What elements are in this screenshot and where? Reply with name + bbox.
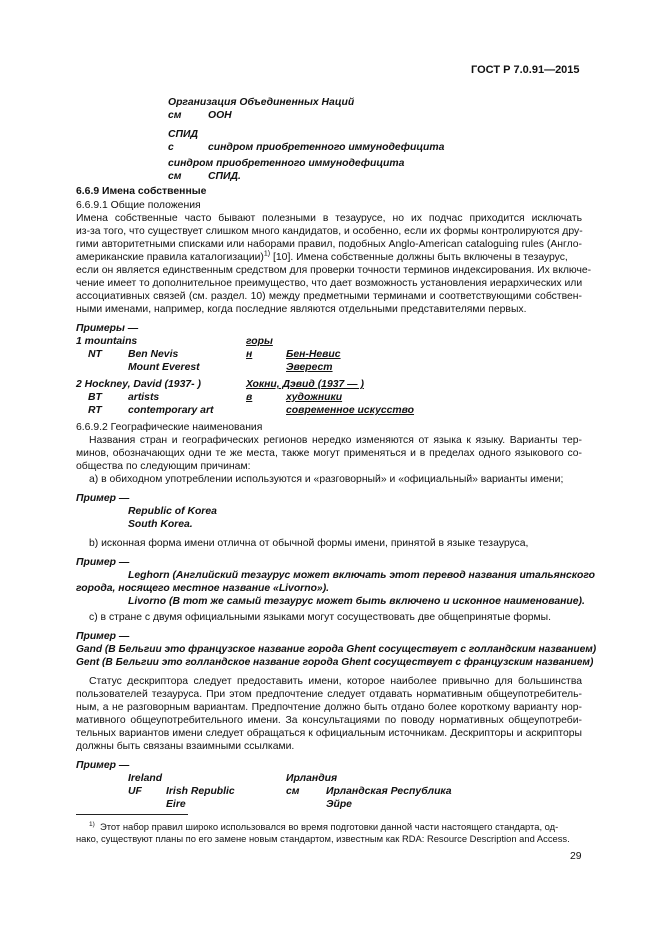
paragraph-line: тельных вариантов имени следует обращаться к официальным источникам. Дескрипторы и аскрипторы xyxy=(76,728,582,739)
paragraph-fragment: [10]. Имена собственные должны быть включены в тезаурус, xyxy=(270,252,568,263)
section-heading: 6.6.9 Имена собственные xyxy=(76,186,207,197)
example-target-ru: Эверест xyxy=(286,362,333,373)
example-target: ООН xyxy=(208,110,232,121)
paragraph-line: пользователей тезауруса. При этом предпочтение следует отдавать нормативным общеупотребитель- xyxy=(76,689,582,700)
example-term-ru: Ирландия xyxy=(286,773,338,784)
paragraph-line: ным, а не разговорным вариантам. Предпочтение должно быть отдано более короткому варианту нор- xyxy=(76,702,582,713)
example-target-ru: современное искусство xyxy=(286,405,415,416)
footnote-mark: 1) xyxy=(89,820,95,828)
example-target: Mount Everest xyxy=(128,362,200,373)
list-item-a: а) в обиходном употреблении используются и «разговорный» и «официальный» варианты имени; xyxy=(89,474,564,485)
example-target: Irish Republic xyxy=(166,786,235,797)
subsection-heading: 6.6.9.2 Географические наименования xyxy=(76,422,263,433)
list-item-c: с) в стране с двумя официальными языками могут сосуществовать две общепринятые формы. xyxy=(89,612,552,623)
paragraph-line: если он является единственным средством для проверки точности терминов индексирования. Их включе- xyxy=(76,265,592,276)
example-line: города, носящего местное название «Livorno»). xyxy=(76,583,330,594)
footnote-text: Этот набор правил широко использовался во время подготовки данной части настоящего стандарта, од- xyxy=(100,821,559,832)
example-term: СПИД xyxy=(168,129,198,140)
example-term-ru: Хокни, Дэвид (1937 — ) xyxy=(246,379,364,390)
paragraph-line: чение имеет то дополнительное преимущество, что дает возможность установления иерархических или xyxy=(76,278,583,289)
example-title: Пример — xyxy=(76,493,130,504)
list-item-b: b) исконная форма имени отлична от обычной формы имени, принятой в языке тезауруса, xyxy=(89,538,529,549)
paragraph-line: ными именами, например, когда последние являются отдельными представителями первых. xyxy=(76,304,527,315)
paragraph-line: должны быть связаны взаимными ссылками. xyxy=(76,741,295,752)
example-relation: UF xyxy=(128,786,142,797)
paragraph-line: гими авторитетными списками или наборами правил, подобных Anglo-American cataloguing rules (Англо- xyxy=(76,239,582,250)
paragraph-line: Имена собственные часто бывают полезными в тезаурусе, но их подчас приходится исключать xyxy=(76,213,582,224)
example-target-ru: Эйре xyxy=(326,799,352,810)
example-relation: NT xyxy=(88,349,102,360)
footnote-separator xyxy=(76,814,188,815)
example-title: Пример — xyxy=(76,760,130,771)
example-relation-ru: в xyxy=(246,392,253,403)
example-target: Ben Nevis xyxy=(128,349,179,360)
paragraph-line: из-за того, что существует слишком много кандидатов, и особенно, если их формы контролируются дру- xyxy=(76,226,583,237)
example-line: Livorno (В тот же самый тезаурус может быть включено и исконное наименование). xyxy=(128,596,585,607)
example-line: Gent (В Бельгии это голландское название города Ghent сосуществует с французским названием) xyxy=(76,657,594,668)
subsection-heading: 6.6.9.1 Общие положения xyxy=(76,200,201,211)
paragraph-line: общества по следующим причинам: xyxy=(76,461,251,472)
paragraph-line xyxy=(76,251,582,264)
example-line: Leghorn (Английский тезаурус может включать этот перевод названия итальянского xyxy=(128,570,595,581)
paragraph-line: ассоциативных связей (см. раздел. 10) между предметными терминами и соответствующими собствен- xyxy=(76,291,582,302)
example-target: artists xyxy=(128,392,160,403)
document-code: ГОСТ Р 7.0.91—2015 xyxy=(471,64,580,76)
example-relation: см xyxy=(168,110,182,121)
example-title: Пример — xyxy=(76,631,130,642)
paragraph-line: Названия стран и географических регионов нередко изменяются от языка к языку. Варианты тер- xyxy=(89,435,582,446)
example-term: Ireland xyxy=(128,773,163,784)
paragraph-line: минов, обозначающих одни те же места, также могут применяться и в пределах одного языкового со- xyxy=(76,448,582,459)
example-target: СПИД. xyxy=(208,171,241,182)
page-number: 29 xyxy=(570,851,582,862)
footnote-line: нако, существуют планы по его замене новым стандартом, известным как RDA: Resource Description and Access. xyxy=(76,833,570,844)
example-term: синдром приобретенного иммунодефицита xyxy=(168,158,405,169)
example-term-ru: горы xyxy=(246,336,273,347)
footnote-reference: 1) xyxy=(263,250,271,258)
examples-title: Примеры — xyxy=(76,323,139,334)
example-relation: см xyxy=(168,171,182,182)
example-line: Gand (В Бельгии это французское название города Ghent сосуществует с голландским названием) xyxy=(76,644,597,655)
example-relation: BT xyxy=(88,392,102,403)
example-term: 2 Hockney, David (1937- ) xyxy=(76,379,201,390)
example-target-ru: художники xyxy=(286,392,343,403)
example-term: Организация Объединенных Наций xyxy=(168,97,355,108)
example-title: Пример — xyxy=(76,557,130,568)
paragraph-line: мативного общеупотребительного имени. За консультациями по поводу нормативных общеупотреби- xyxy=(76,715,582,726)
example-target: Eire xyxy=(166,799,186,810)
example-relation-ru: см xyxy=(286,786,300,797)
example-line: Republic of Korea xyxy=(128,506,217,517)
example-target-ru: Бен-Невис xyxy=(286,349,341,360)
paragraph-fragment: американские правила каталогизации) xyxy=(76,252,264,263)
example-target-ru: Ирландская Республика xyxy=(326,786,452,797)
paragraph-line: Статус дескриптора следует предоставить имени, которое наиболее привычно для большинства xyxy=(89,676,582,687)
example-relation: с xyxy=(168,142,174,153)
example-term: 1 mountains xyxy=(76,336,138,347)
example-relation: RT xyxy=(88,405,102,416)
example-line: South Korea. xyxy=(128,519,193,530)
example-relation-ru: н xyxy=(246,349,253,360)
example-target: contemporary art xyxy=(128,405,214,416)
example-target: синдром приобретенного иммунодефицита xyxy=(208,142,445,153)
